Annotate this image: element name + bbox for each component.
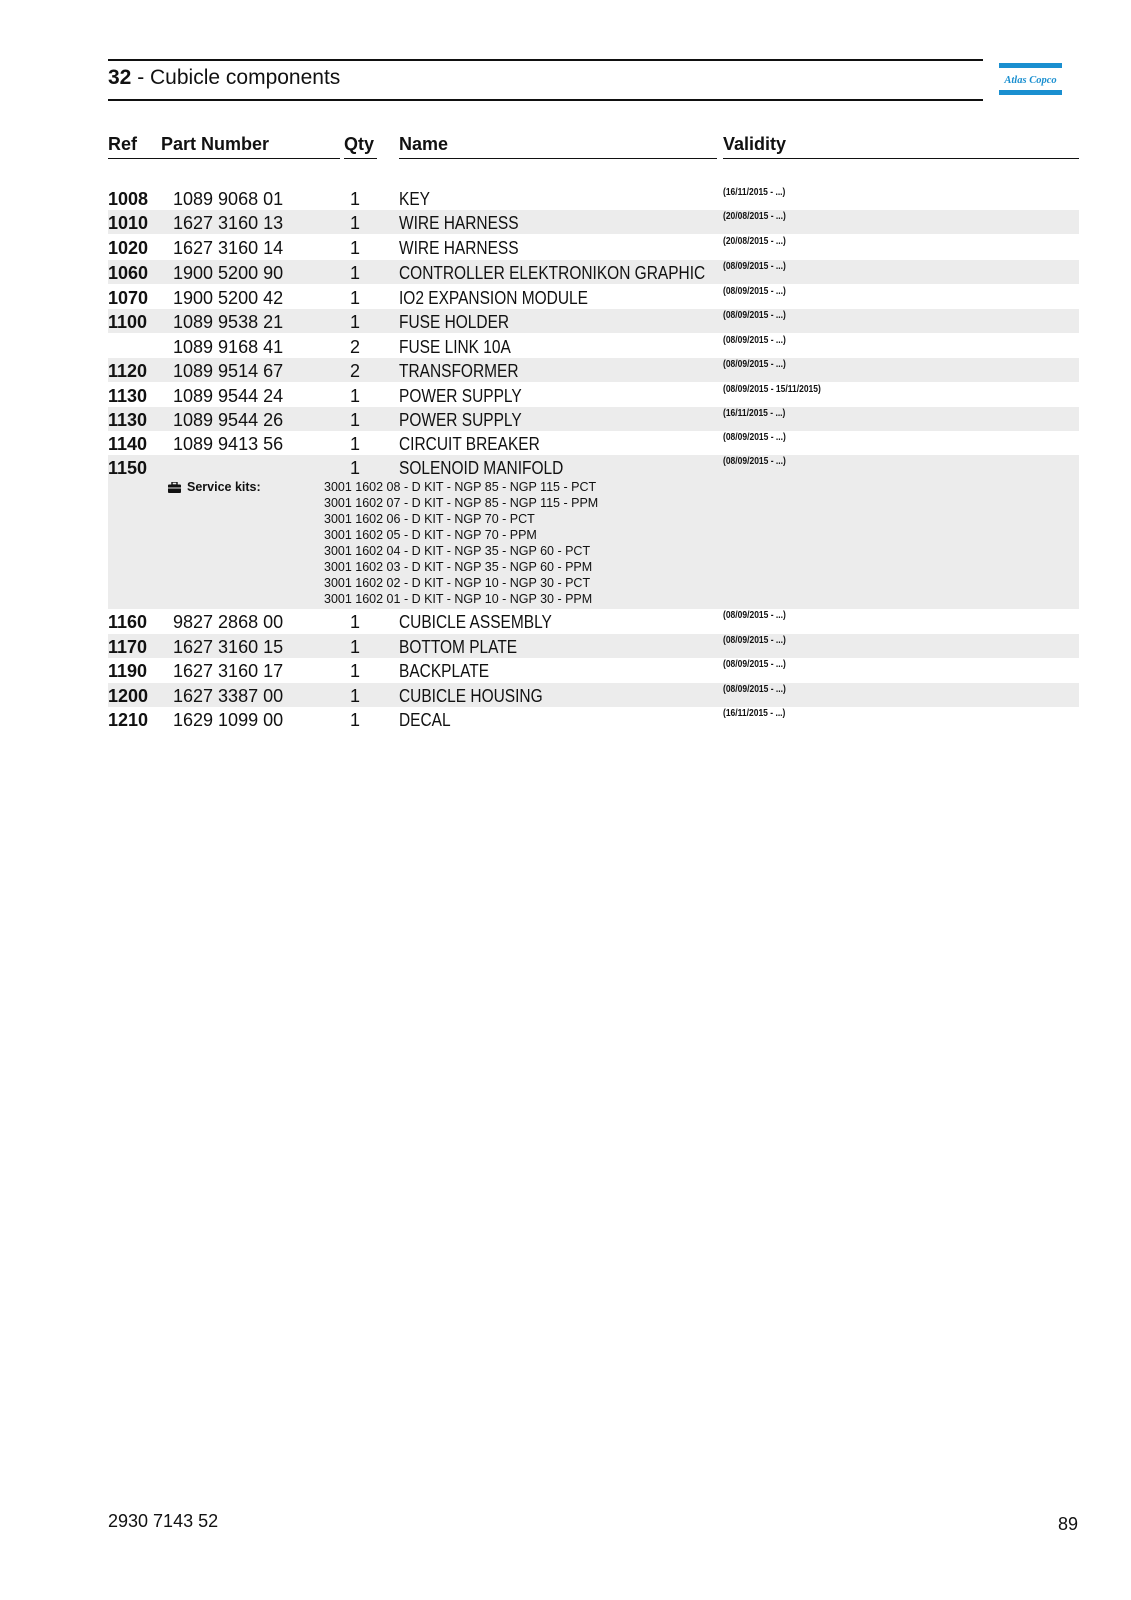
row-qty: 1: [349, 238, 360, 258]
row-part-number: 1627 3160 14: [173, 238, 284, 258]
toolbox-icon: [168, 482, 181, 493]
service-kits-label: [168, 480, 261, 494]
column-header-validity: Validity: [723, 134, 787, 154]
row-ref: 1130: [108, 386, 148, 406]
row-name: KEY: [399, 189, 430, 209]
column-header-part-number: Part Number: [161, 134, 270, 154]
row-ref: 1020: [108, 238, 149, 258]
header-underline-validity: [723, 158, 1079, 159]
row-part-number: 1627 3160 17: [173, 661, 284, 681]
row-qty: 1: [349, 686, 360, 706]
row-name: TRANSFORMER: [399, 361, 519, 381]
header-underline-ref-part: [108, 158, 340, 159]
row-validity: (08/09/2015 - ...): [723, 432, 786, 443]
row-qty: 1: [349, 637, 360, 657]
row-validity: (08/09/2015 - ...): [723, 359, 786, 370]
table-row: [108, 334, 1079, 358]
row-qty: 1: [349, 434, 360, 454]
row-part-number: 1089 9168 41: [173, 337, 284, 357]
header-underline-name: [399, 158, 717, 159]
table-row: [108, 383, 1079, 407]
table-row: [108, 431, 1079, 455]
row-validity: (08/09/2015 - ...): [723, 286, 786, 297]
header-top-rule: [108, 59, 983, 61]
row-part-number: 1627 3387 00: [173, 686, 284, 706]
table-row: [108, 260, 1079, 284]
row-part-number: 1900 5200 42: [173, 288, 284, 308]
row-part-number: 1089 9413 56: [173, 434, 284, 454]
row-ref: 1200: [108, 686, 149, 706]
row-ref: 1170: [108, 637, 148, 657]
header-underline-qty: [344, 158, 377, 159]
table-row: [108, 309, 1079, 333]
service-kit-item: 3001 1602 04 - D KIT - NGP 35 - NGP 60 - PCT: [324, 544, 591, 558]
row-ref: 1130: [108, 410, 148, 430]
row-part-number: 1900 5200 90: [173, 263, 284, 283]
row-name: CUBICLE ASSEMBLY: [399, 612, 552, 632]
table-row: [108, 210, 1079, 234]
row-validity: (08/09/2015 - ...): [723, 659, 786, 670]
header-bottom-rule: [108, 99, 983, 101]
row-ref: 1070: [108, 288, 149, 308]
row-part-number: 1089 9538 21: [173, 312, 284, 332]
row-qty: 1: [349, 410, 360, 430]
row-ref: 1010: [108, 213, 149, 233]
table-row: [108, 658, 1079, 682]
row-validity: (16/11/2015 - ...): [723, 187, 786, 198]
row-ref: 1150: [108, 458, 148, 478]
row-name: POWER SUPPLY: [399, 386, 522, 406]
table-row: [108, 358, 1079, 382]
row-name: SOLENOID MANIFOLD: [399, 458, 564, 478]
row-part-number: 1629 1099 00: [173, 710, 284, 730]
row-qty: 1: [349, 189, 360, 209]
section-title: - Cubicle components: [131, 66, 341, 89]
table-row: [108, 285, 1079, 309]
row-ref: 1060: [108, 263, 149, 283]
logo-text: Atlas Copco: [1004, 75, 1057, 86]
service-kit-list: [324, 479, 598, 607]
service-kit-item: 3001 1602 08 - D KIT - NGP 85 - NGP 115 - PCT: [324, 480, 597, 494]
row-part-number: 1089 9544 24: [173, 386, 284, 406]
row-qty: 1: [349, 263, 360, 283]
column-header-ref: Ref: [108, 134, 138, 154]
table-row: [108, 634, 1079, 658]
column-header-name: Name: [399, 134, 449, 154]
row-validity: (16/11/2015 - ...): [723, 408, 786, 419]
row-name: WIRE HARNESS: [399, 213, 519, 233]
row-ref: 1120: [108, 361, 148, 381]
row-validity: (08/09/2015 - ...): [723, 610, 786, 621]
row-name: CONTROLLER ELEKTRONIKON GRAPHIC: [399, 263, 706, 283]
row-qty: 1: [349, 458, 360, 478]
row-qty: 1: [349, 386, 360, 406]
row-name: FUSE LINK 10A: [399, 337, 511, 357]
section-number: 32: [108, 66, 132, 89]
row-part-number: 1089 9544 26: [173, 410, 284, 430]
column-header-qty: Qty: [344, 134, 375, 154]
row-part-number: 9827 2868 00: [173, 612, 284, 632]
row-ref: 1190: [108, 661, 148, 681]
atlas-copco-logo: [999, 63, 1062, 95]
service-kit-item: 3001 1602 03 - D KIT - NGP 35 - NGP 60 - PPM: [324, 560, 593, 574]
row-qty: 1: [349, 710, 360, 730]
service-kit-item: 3001 1602 05 - D KIT - NGP 70 - PPM: [324, 528, 537, 542]
table-row: [108, 707, 1079, 731]
row-validity: (08/09/2015 - 15/11/2015): [723, 384, 821, 395]
row-validity: (08/09/2015 - ...): [723, 335, 786, 346]
row-name: FUSE HOLDER: [399, 312, 510, 332]
page-title: [108, 66, 340, 90]
row-ref: 1160: [108, 612, 148, 632]
row-part-number: 1627 3160 15: [173, 637, 284, 657]
row-validity: (08/09/2015 - ...): [723, 310, 786, 321]
row-ref: 1140: [108, 434, 148, 454]
page-number: 89: [1057, 1514, 1078, 1534]
row-name: IO2 EXPANSION MODULE: [399, 288, 588, 308]
table-row: [108, 407, 1079, 431]
row-validity: (16/11/2015 - ...): [723, 708, 786, 719]
table-row: [108, 235, 1079, 259]
row-qty: 1: [349, 213, 360, 233]
row-qty: 1: [349, 661, 360, 681]
row-name: WIRE HARNESS: [399, 238, 519, 258]
table-row: [108, 683, 1079, 707]
row-ref: 1210: [108, 710, 149, 730]
row-qty: 1: [349, 312, 360, 332]
document-number: 2930 7143 52: [108, 1511, 219, 1531]
row-name: POWER SUPPLY: [399, 410, 522, 430]
row-name: BACKPLATE: [399, 661, 490, 681]
table-row: [108, 186, 1079, 210]
table-row-service-kits: [108, 455, 1079, 609]
row-validity: (20/08/2015 - ...): [723, 236, 786, 247]
service-kits-text: Service kits:: [187, 480, 261, 494]
row-qty: 1: [349, 612, 360, 632]
row-name: CUBICLE HOUSING: [399, 686, 543, 706]
row-name: DECAL: [399, 710, 451, 730]
table-row: [108, 609, 1079, 633]
service-kit-item: 3001 1602 07 - D KIT - NGP 85 - NGP 115 - PPM: [324, 496, 599, 510]
row-ref: 1100: [108, 312, 148, 332]
row-part-number: 1627 3160 13: [173, 213, 284, 233]
row-part-number: 1089 9514 67: [173, 361, 284, 381]
row-name: BOTTOM PLATE: [399, 637, 518, 657]
row-validity: (08/09/2015 - ...): [723, 684, 786, 695]
row-qty: 1: [349, 288, 360, 308]
service-kit-item: 3001 1602 02 - D KIT - NGP 10 - NGP 30 - PCT: [324, 576, 591, 590]
service-kit-item: 3001 1602 06 - D KIT - NGP 70 - PCT: [324, 512, 535, 526]
row-ref: 1008: [108, 189, 149, 209]
row-name: CIRCUIT BREAKER: [399, 434, 540, 454]
row-qty: 2: [349, 337, 360, 357]
row-part-number: 1089 9068 01: [173, 189, 284, 209]
row-validity: (20/08/2015 - ...): [723, 211, 786, 222]
service-kit-item: 3001 1602 01 - D KIT - NGP 10 - NGP 30 - PPM: [324, 592, 593, 606]
row-validity: (08/09/2015 - ...): [723, 635, 786, 646]
row-validity: (08/09/2015 - ...): [723, 456, 786, 467]
row-validity: (08/09/2015 - ...): [723, 261, 786, 272]
row-qty: 2: [349, 361, 360, 381]
